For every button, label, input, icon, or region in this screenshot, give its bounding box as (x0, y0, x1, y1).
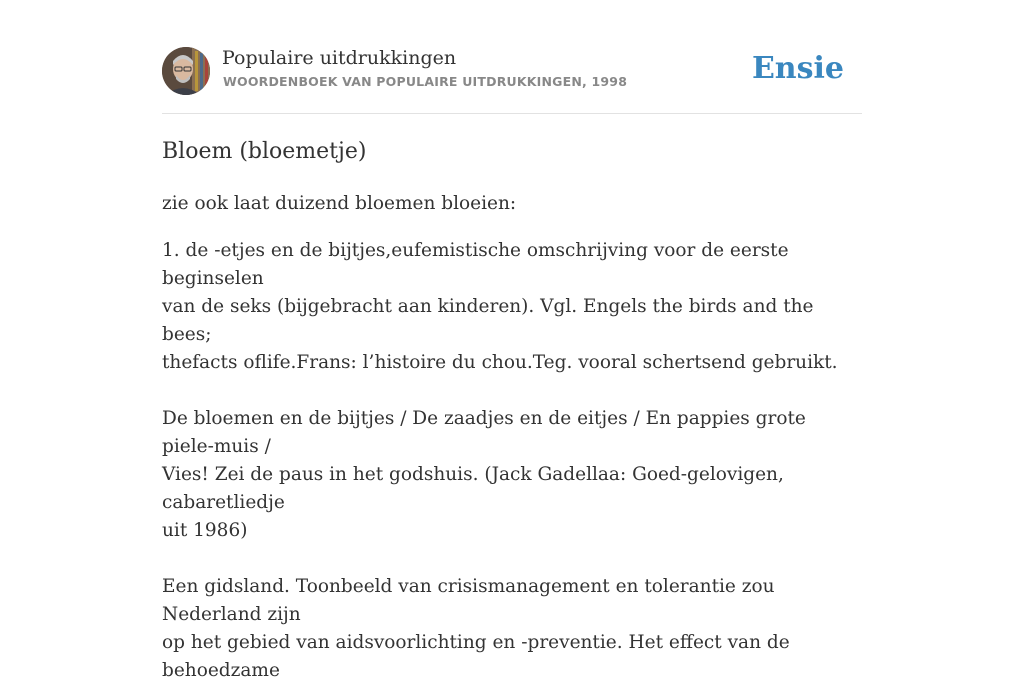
cross-reference: zie ook laat duizend bloemen bloeien: (162, 193, 517, 214)
header-divider (162, 113, 862, 114)
source-subtitle: WOORDENBOEK VAN POPULAIRE UITDRUKKINGEN, 1998 (223, 74, 628, 89)
ensie-logo[interactable]: Ensie (751, 51, 844, 86)
example-paragraph: Een gidsland. Toonbeeld van crisismanagement en tolerantie zou Nederland zijn op het gebied van aidsvoorlichting en -preventie. Het effect van de behoedzame (162, 576, 790, 681)
definition-paragraph: 1. de -etjes en de bijtjes,eufemistische omschrijving voor de eerste beginselen van de seks (bijgebracht aan kinderen). Vgl. Engels the birds and the bees; thefacts oflife.Frans: l’histoire du chou.Teg. vooral schertsend gebruikt. (162, 240, 838, 373)
entry-headword: Bloem (bloemetje) (162, 139, 367, 164)
author-avatar[interactable] (162, 47, 210, 95)
entry-page (162, 0, 862, 681)
source-header (162, 46, 862, 96)
author-portrait-icon (162, 47, 210, 95)
quote-paragraph: De bloemen en de bijtjes / De zaadjes en de eitjes / En pappies grote piele-muis / Vies! Zei de paus in het godshuis. (Jack Gadellaa: Goed-gelovigen, cabaretliedje uit 1986) (162, 408, 806, 541)
entry-body (162, 190, 862, 685)
source-title[interactable]: Populaire uitdrukkingen (222, 47, 457, 69)
